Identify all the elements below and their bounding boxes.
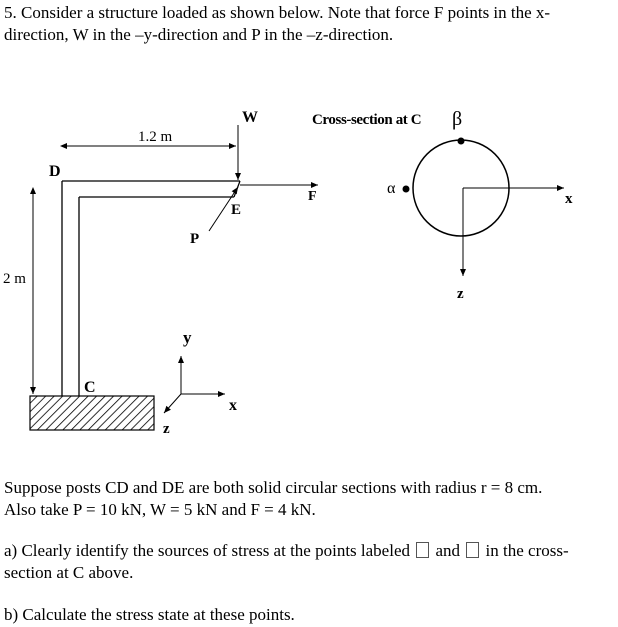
label-c: C (84, 379, 96, 396)
part-b-question: b) Calculate the stress state at these points. (4, 605, 295, 624)
label-d: D (49, 163, 61, 180)
arm-de (62, 181, 240, 197)
axis-y-label: y (183, 328, 192, 347)
problem-statement: 5. Consider a structure loaded as shown below. Note that force F points in the x-direction, W in the –y-direction and P in the –z-direction. (4, 3, 551, 44)
given-line-2: Also take P = 10 kN, W = 5 kN and F = 4 kN. (4, 500, 316, 519)
label-beta: β (452, 108, 463, 130)
point-alpha-dot (403, 186, 410, 193)
axis-x-label: x (229, 397, 237, 414)
part-a-text-after: in the cross-section at C above. (4, 541, 569, 582)
section-axis-z-label: z (457, 286, 464, 302)
ground-support (30, 396, 154, 430)
dim-horizontal-label: 1.2 m (138, 129, 173, 145)
given-data (4, 477, 614, 521)
cross-section-title: Cross-section at C (312, 112, 422, 128)
post-cd (62, 181, 79, 396)
part-a-text-and: and (435, 541, 461, 560)
label-p: P (190, 231, 200, 247)
given-line-1: Suppose posts CD and DE are both solid circular sections with radius r = 8 cm. (4, 478, 543, 497)
part-a-text-before: a) Clearly identify the sources of stress at the points labeled (4, 541, 410, 560)
label-f: F (308, 189, 317, 204)
point-beta-dot (458, 138, 465, 145)
dim-vertical-label: 2 m (3, 271, 26, 287)
axis-z-label: z (163, 421, 170, 437)
placeholder-box-icon (466, 542, 479, 558)
placeholder-box-icon (416, 542, 429, 558)
section-axis-x-label: x (565, 191, 573, 207)
part-a-question (4, 540, 616, 584)
label-e: E (231, 202, 242, 218)
label-w: W (242, 109, 258, 126)
label-alpha: α (387, 180, 396, 197)
coordinate-axes (164, 356, 225, 413)
